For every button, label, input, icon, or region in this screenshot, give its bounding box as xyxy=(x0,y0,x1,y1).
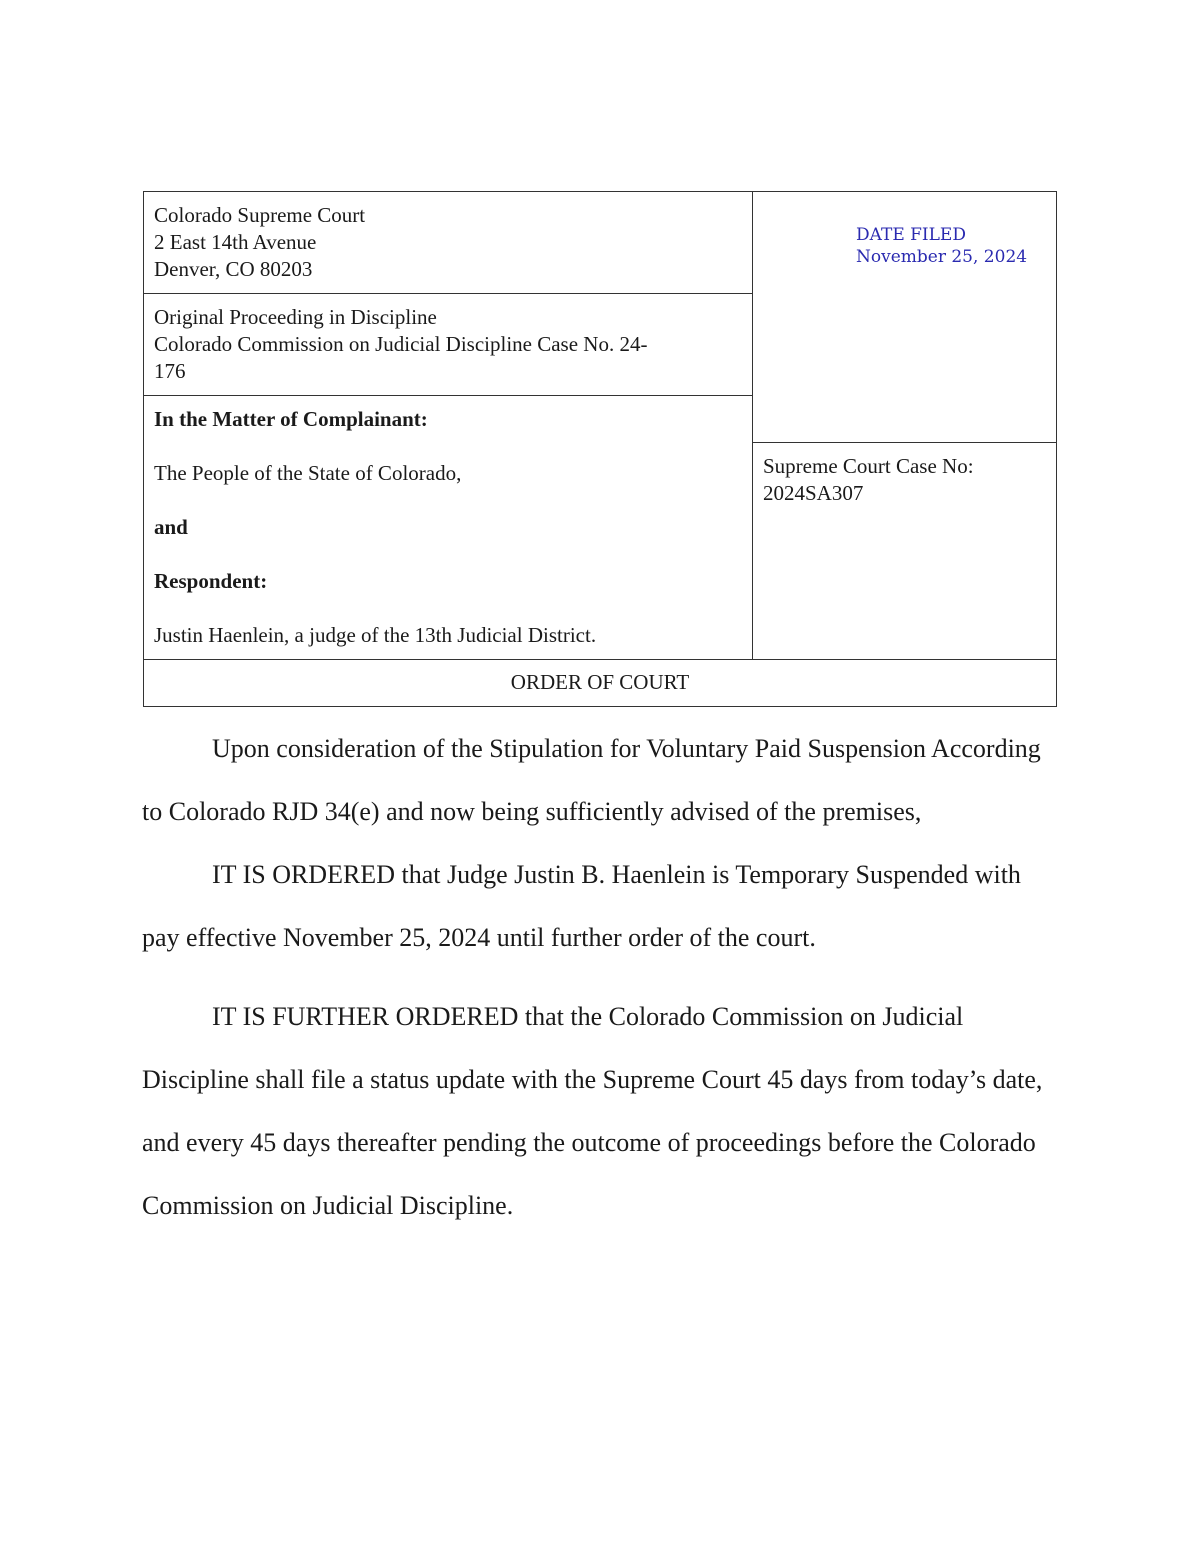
case-caption-table xyxy=(143,191,1057,707)
commission-case-number-continued: 176 xyxy=(154,359,186,383)
order-paragraph-status-update: IT IS FURTHER ORDERED that the Colorado Commission on Judicial Discipline shall file a status update with the Supreme Court 45 days from today’s date, and every 45 days thereafter pending the outcome of proceedings before the Colorado Commission on Judicial Discipline. xyxy=(142,1002,1043,1220)
court-address-cell xyxy=(144,192,752,294)
court-street-address: 2 East 14th Avenue xyxy=(154,230,317,254)
commission-case-number: Colorado Commission on Judicial Discipline Case No. 24- xyxy=(154,332,648,356)
date-filed-value: November 25, 2024 xyxy=(856,247,1028,267)
proceeding-cell xyxy=(144,294,752,396)
parties-conjunction: and xyxy=(154,515,188,539)
order-body xyxy=(142,717,1052,1237)
proceeding-type: Original Proceeding in Discipline xyxy=(154,305,437,329)
respondent-heading: Respondent: xyxy=(154,569,268,593)
parties-cell xyxy=(144,396,752,659)
date-filed-cell xyxy=(753,192,1056,443)
caption-left-column xyxy=(144,192,753,659)
order-paragraph-suspension: IT IS ORDERED that Judge Justin B. Haenlein is Temporary Suspended with pay effective November 25, 2024 until further order of the court. xyxy=(142,860,1021,952)
date-filed-label: DATE FILED xyxy=(856,225,966,245)
case-number-value: 2024SA307 xyxy=(763,481,864,505)
complainant-heading: In the Matter of Complainant: xyxy=(154,407,428,431)
order-paragraph-consideration: Upon consideration of the Stipulation for Voluntary Paid Suspension According to Colorado RJD 34(e) and now being sufficiently advised of the premises, xyxy=(142,734,1041,826)
court-name: Colorado Supreme Court xyxy=(154,203,366,227)
respondent-name: Justin Haenlein, a judge of the 13th Judicial District. xyxy=(154,623,597,647)
date-filed-stamp xyxy=(856,224,1027,268)
case-number-label: Supreme Court Case No: xyxy=(763,454,974,478)
order-title: ORDER OF COURT xyxy=(144,659,1056,705)
court-city-state-zip: Denver, CO 80203 xyxy=(154,257,313,281)
supreme-court-case-cell xyxy=(753,443,1056,659)
complainant-name: The People of the State of Colorado, xyxy=(154,461,462,485)
caption-right-column xyxy=(753,192,1056,659)
